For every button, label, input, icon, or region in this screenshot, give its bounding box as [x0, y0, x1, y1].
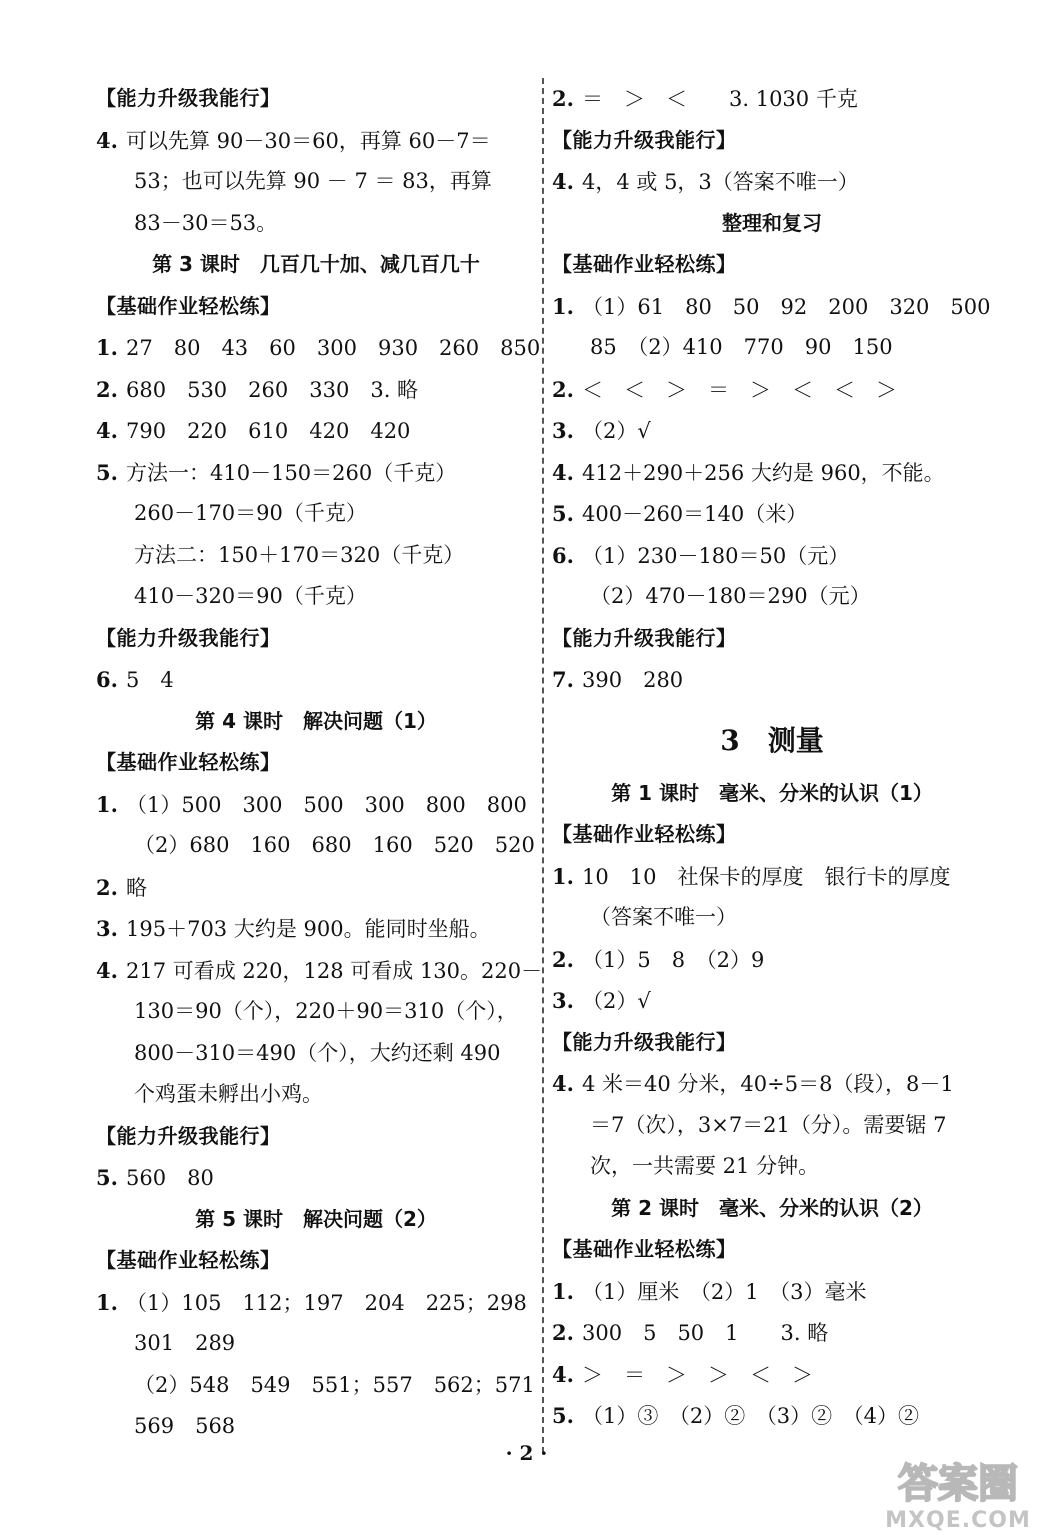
item-number: 1. [552, 1278, 574, 1304]
answer-item [96, 867, 536, 909]
page-number: · 2 · [505, 1441, 548, 1465]
section-heading: 【能力升级我能行】 [552, 1029, 737, 1054]
item-text: 400－260＝140（米） [582, 502, 808, 526]
item-number: 4. [96, 127, 118, 153]
item-text: 4，4 或 5，3（答案不唯一） [582, 170, 859, 194]
item-text: （1）500 300 500 300 800 800 [126, 792, 527, 817]
answer-item [552, 1271, 992, 1313]
section-heading: 【基础作业轻松练】 [96, 293, 281, 318]
answer-continuation: 800－310＝490（个），大约还剩 490 [134, 1040, 501, 1065]
answer-item [552, 980, 992, 1022]
answer-continuation: 130＝90（个），220＋90＝310（个）， [134, 999, 518, 1023]
answer-continuation: （2）680 160 680 160 520 520 [134, 833, 535, 857]
answer-item [96, 452, 536, 494]
answer-item [96, 120, 536, 162]
right-column [552, 78, 992, 1437]
section-heading: 【基础作业轻松练】 [552, 822, 737, 846]
item-number: 4. [552, 459, 574, 485]
answer-continuation: 53；也可以先算 90 － 7 ＝ 83，再算 [134, 169, 492, 193]
answer-item [552, 452, 992, 494]
section-heading: 【能力升级我能行】 [552, 127, 737, 152]
item-number: 2. [552, 86, 574, 111]
answer-item [552, 535, 992, 577]
lesson-title: 第 3 课时 几百几十加、减几百几十 [152, 252, 480, 276]
answer-item [96, 784, 536, 826]
item-text: 195＋703 大约是 900。能同时坐船。 [126, 917, 491, 941]
answer-continuation: 83－30＝53。 [134, 210, 278, 235]
answer-item [552, 369, 992, 411]
answer-continuation: 569 568 [134, 1414, 236, 1438]
section-heading: 【基础作业轻松练】 [552, 1237, 737, 1261]
item-text: （2）√ [582, 989, 651, 1013]
item-number: 1. [552, 293, 574, 319]
answer-item [552, 1063, 992, 1105]
item-number: 1. [96, 1289, 118, 1315]
answer-item [552, 493, 992, 535]
item-text: 412＋290＋256 大约是 960，不能。 [582, 460, 945, 485]
section-heading: 【基础作业轻松练】 [552, 252, 737, 276]
lesson-title: 第 4 课时 解决问题（1） [195, 708, 437, 733]
item-number: 2. [96, 376, 118, 402]
lesson-title: 第 1 课时 毫米、分米的认识（1） [611, 780, 933, 805]
section-heading: 【能力升级我能行】 [552, 625, 737, 650]
item-text: （1）105 112；197 204 225；298 [126, 1290, 527, 1315]
chapter-title: 3 测量 [720, 723, 824, 757]
answer-continuation: 410－320＝90（千克） [134, 584, 367, 608]
item-text: 790 220 610 420 420 [126, 419, 411, 443]
item-text: 4 米＝40 分米，40÷5＝8（段），8－1 [582, 1072, 954, 1096]
answer-item [96, 369, 536, 411]
item-number: 2. [552, 376, 574, 402]
answer-continuation: （答案不唯一） [590, 905, 737, 929]
answer-item [552, 1312, 992, 1354]
answer-continuation: （2）548 549 551；557 562；571 [134, 1372, 535, 1397]
item-text: 5 4 [126, 668, 174, 692]
section-heading: 【基础作业轻松练】 [96, 750, 281, 774]
item-number: 4. [96, 418, 118, 443]
item-text: 680 530 260 330 3. 略 [126, 377, 419, 402]
section-heading: 【能力升级我能行】 [96, 86, 281, 110]
item-number: 5. [552, 1403, 574, 1428]
column-divider [542, 78, 544, 1453]
answer-continuation: 个鸡蛋未孵出小鸡。 [134, 1082, 323, 1106]
item-number: 2. [96, 874, 118, 900]
item-text: （2）√ [582, 419, 651, 443]
item-number: 1. [96, 791, 118, 817]
item-text: （1）③ （2）② （3）② （4）② [582, 1404, 919, 1428]
item-text: 10 10 社保卡的厚度 银行卡的厚度 [582, 864, 951, 889]
answer-item [96, 950, 543, 992]
item-text: （1）5 8 （2）9 [582, 947, 765, 972]
answer-item [96, 410, 536, 452]
answer-continuation: 85 （2）410 770 90 150 [590, 335, 893, 359]
watermark-url: MXQE.COM [885, 1508, 1031, 1533]
item-number: 4. [552, 1361, 574, 1387]
item-number: 5. [552, 501, 574, 526]
item-number: 3. [552, 988, 574, 1013]
answer-item [96, 327, 541, 369]
item-text: ＞ ＝ ＞ ＞ ＜ ＞ [582, 1362, 813, 1387]
item-text: 略 [126, 875, 147, 900]
item-number: 3. [552, 418, 574, 443]
item-number: 1. [552, 863, 574, 889]
item-number: 1. [96, 335, 118, 360]
item-number: 4. [552, 169, 574, 194]
answer-item [552, 659, 992, 701]
item-number: 2. [552, 1320, 574, 1345]
section-heading: 【能力升级我能行】 [96, 625, 281, 650]
answer-continuation: 260－170＝90（千克） [134, 501, 367, 525]
item-text: （1）厘米 （2）1 （3）毫米 [582, 1279, 867, 1304]
item-text: （1）61 80 50 92 200 320 500 [582, 294, 991, 319]
item-text: ＝ ＞ ＜ 3. 1030 千克 [582, 87, 858, 111]
item-number: 5. [96, 459, 118, 485]
item-text: 217 可看成 220，128 可看成 130。220－ [126, 958, 543, 983]
lesson-title: 第 2 课时 毫米、分米的认识（2） [611, 1195, 933, 1220]
item-number: 6. [96, 667, 118, 692]
answer-item [552, 1354, 992, 1396]
answer-continuation: 次，一共需要 21 分钟。 [590, 1154, 820, 1178]
item-number: 7. [552, 667, 574, 692]
item-number: 4. [552, 1071, 574, 1096]
answer-item [96, 659, 536, 701]
item-number: 4. [96, 957, 118, 983]
watermark-logo [868, 1460, 1048, 1536]
item-number: 3. [96, 916, 118, 941]
answer-item [552, 78, 992, 120]
item-number: 6. [552, 542, 574, 568]
item-text: 方法一：410－150＝260（千克） [126, 460, 457, 485]
watermark-text: 答案圈 [898, 1461, 1018, 1507]
lesson-title: 整理和复习 [722, 210, 822, 235]
item-text: 27 80 43 60 300 930 260 850 [126, 336, 541, 360]
item-text: ＜ ＜ ＞ ＝ ＞ ＜ ＜ ＞ [582, 377, 897, 402]
item-text: 560 80 [126, 1166, 214, 1190]
left-column [96, 78, 543, 1448]
answer-item [552, 286, 992, 328]
answer-item [552, 856, 992, 898]
item-text: 390 280 [582, 668, 684, 692]
answer-item [552, 161, 992, 203]
lesson-title: 第 5 课时 解决问题（2） [195, 1206, 437, 1231]
item-number: 2. [552, 946, 574, 972]
answer-item [552, 410, 992, 452]
answer-continuation: 301 289 [134, 1331, 236, 1355]
answer-item [96, 908, 536, 950]
answer-item [552, 939, 992, 981]
section-heading: 【能力升级我能行】 [96, 1123, 281, 1148]
item-text: （1）230－180＝50（元） [582, 543, 850, 568]
answer-item [96, 1282, 536, 1324]
answer-item [552, 1395, 992, 1437]
answer-continuation: ＝7（次），3×7＝21（分）。需要锯 7 [590, 1112, 947, 1137]
item-text: 可以先算 90－30＝60，再算 60－7＝ [126, 128, 491, 153]
answer-continuation: （2）470－180＝290（元） [590, 584, 871, 608]
item-number: 5. [96, 1165, 118, 1190]
item-text: 300 5 50 1 3. 略 [582, 1321, 829, 1345]
answer-item [96, 1157, 536, 1199]
answer-continuation: 方法二：150＋170＝320（千克） [134, 542, 465, 567]
section-heading: 【基础作业轻松练】 [96, 1248, 281, 1272]
